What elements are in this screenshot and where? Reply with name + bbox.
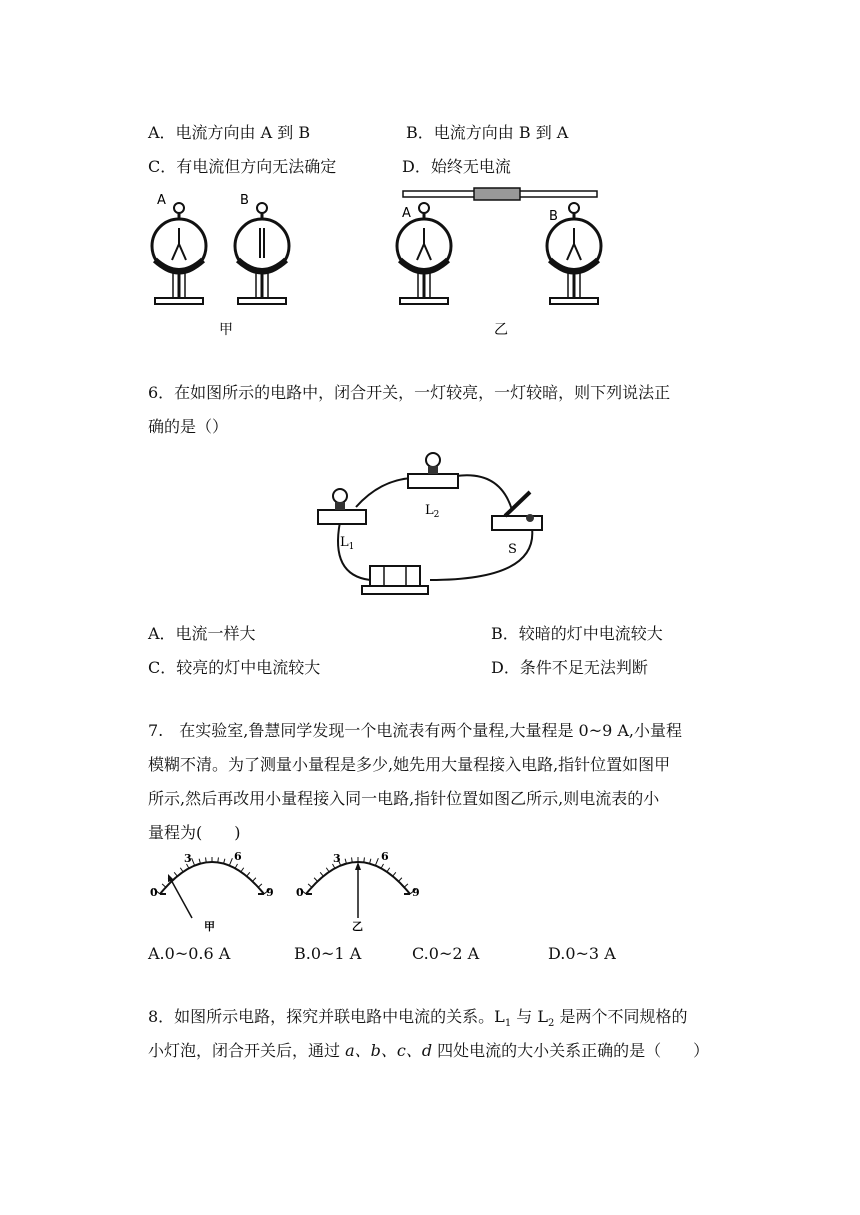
pointer-jia bbox=[170, 878, 192, 918]
label-a-jia: A bbox=[157, 193, 166, 208]
svg-text:6: 6 bbox=[234, 850, 242, 863]
meter-tick bbox=[218, 857, 219, 862]
meter-tick bbox=[235, 864, 237, 868]
q7-option-d: D.0~3 A bbox=[548, 944, 616, 963]
meter-tick bbox=[314, 878, 317, 882]
svg-text:0: 0 bbox=[150, 886, 158, 899]
meter-tick bbox=[247, 872, 250, 876]
meter-tick bbox=[252, 878, 255, 882]
meter-tick bbox=[174, 872, 177, 876]
q7-line1: 7. 在实验室,鲁慧同学发现一个电流表有两个量程,大量程是 0~9 A,小量程 bbox=[148, 721, 683, 740]
label-l1: $L_1$ bbox=[340, 535, 355, 552]
q6-stem-line2: 确的是（） bbox=[148, 417, 229, 436]
q5-option-d: D．始终无电流 bbox=[402, 157, 511, 176]
meter-tick bbox=[381, 864, 383, 868]
q6-stem-line1: 6．在如图所示的电路中，闭合开关，一灯较亮，一灯较暗，则下列说法正 bbox=[148, 383, 671, 402]
q8-line1: 8．如图所示电路，探究并联电路中电流的关系。$L_1$ 与 $L_2$ 是两个不同规格的 bbox=[148, 1007, 688, 1030]
meter-tick bbox=[404, 884, 408, 887]
label-a-yi: A bbox=[402, 206, 411, 221]
meter-tick bbox=[241, 868, 244, 872]
q6-option-d: D．条件不足无法判断 bbox=[491, 658, 648, 677]
meter-tick bbox=[345, 859, 346, 864]
q6-option-c: C．较亮的灯中电流较大 bbox=[148, 658, 321, 677]
meter-tick bbox=[398, 878, 401, 882]
q7-line4: 量程为( ) bbox=[148, 823, 241, 842]
meter-tick bbox=[258, 884, 262, 887]
meter-tick bbox=[364, 857, 365, 862]
svg-text:3: 3 bbox=[333, 852, 341, 865]
meter-tick bbox=[162, 884, 166, 887]
meter-tick bbox=[393, 872, 396, 876]
q5-option-b: B．电流方向由 B 到 A bbox=[406, 123, 569, 142]
label-b-jia: B bbox=[240, 193, 249, 208]
svg-text:0: 0 bbox=[296, 886, 304, 899]
meter-tick bbox=[224, 859, 225, 864]
meter-tick bbox=[320, 872, 323, 876]
svg-text:乙: 乙 bbox=[352, 920, 363, 933]
svg-text:3: 3 bbox=[184, 852, 192, 865]
svg-text:甲: 甲 bbox=[204, 920, 215, 933]
label-s: S bbox=[508, 542, 517, 557]
label-b-yi: B bbox=[549, 209, 558, 224]
caption-jia: 甲 bbox=[219, 322, 233, 338]
meter-tick bbox=[199, 859, 200, 864]
meter-tick bbox=[192, 858, 195, 865]
q7-line3: 所示,然后再改用小量程接入同一电路,指针位置如图乙所示,则电流表的小 bbox=[148, 789, 660, 808]
meter-tick bbox=[375, 858, 378, 865]
meter-tick bbox=[308, 884, 312, 887]
meter-tick bbox=[387, 868, 390, 872]
q5-option-c: C．有电流但方向无法确定 bbox=[148, 157, 337, 176]
label-l2: $L_2$ bbox=[425, 503, 440, 520]
q6-option-b: B．较暗的灯中电流较大 bbox=[491, 624, 663, 643]
q6-option-a: A．电流一样大 bbox=[148, 624, 256, 643]
meter-tick bbox=[229, 858, 232, 865]
q5-option-a: A．电流方向由 A 到 B bbox=[148, 123, 311, 142]
svg-text:9: 9 bbox=[412, 886, 420, 899]
meter-tick bbox=[206, 857, 207, 862]
q7-line2: 模糊不清。为了测量小量程是多少,她先用大量程接入电路,指针位置如图甲 bbox=[148, 755, 671, 774]
q8-line2: 小灯泡，闭合开关后，通过 a、b、c、d 四处电流的大小关系正确的是（ ） bbox=[148, 1041, 710, 1060]
meter-tick bbox=[370, 859, 371, 864]
q7-option-c: C.0~2 A bbox=[412, 944, 480, 963]
meter-tick bbox=[352, 857, 353, 862]
caption-yi: 乙 bbox=[494, 322, 508, 338]
svg-text:6: 6 bbox=[381, 850, 389, 863]
q7-option-b: B.0~1 A bbox=[294, 944, 362, 963]
q7-option-a: A.0~0.6 A bbox=[148, 944, 231, 963]
meter-tick bbox=[180, 868, 183, 872]
meter-tick bbox=[326, 868, 329, 872]
svg-text:9: 9 bbox=[266, 886, 274, 899]
